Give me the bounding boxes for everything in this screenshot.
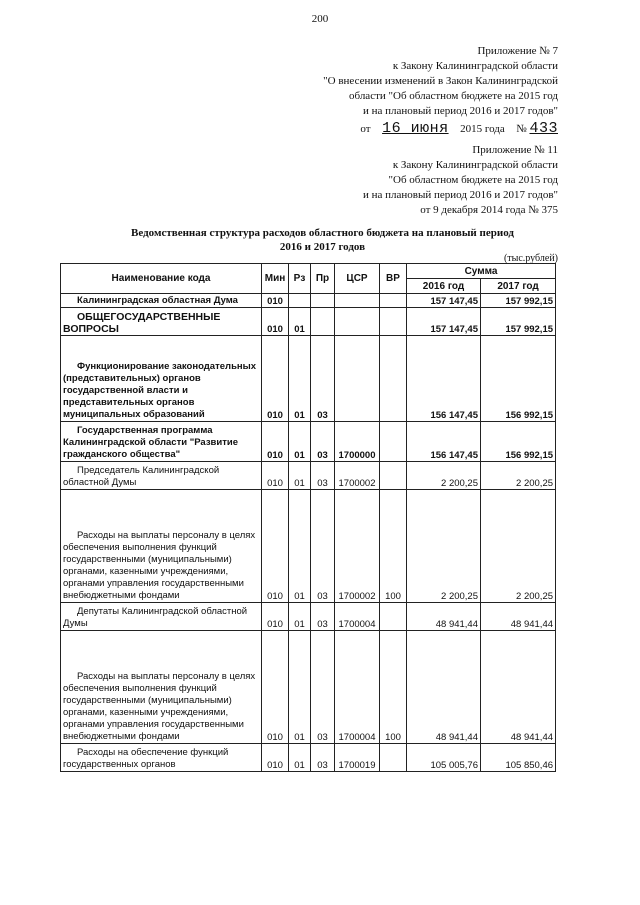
header-sum: Сумма: [407, 264, 556, 279]
row-vr: [380, 294, 407, 308]
row-name: Расходы на выплаты персоналу в целях обеспечения выполнения функций государственными (муниципальными) органами, казенными учреждениями, органами управления государственными внебюджетными фондами: [61, 631, 262, 744]
row-name: Калининградская областная Дума: [61, 294, 262, 308]
header-min: Мин: [262, 264, 289, 294]
appendix-7-header: [218, 44, 558, 119]
row-name: Функционирование законодательных (представительных) органов государственной власти и представительных органов муниципальных образований: [61, 336, 262, 422]
appendix-11-header: [238, 143, 558, 218]
row-rz: 01: [289, 308, 311, 336]
appendix-7-line: и на плановый период 2016 и 2017 годов": [362, 105, 558, 117]
row-vr: [380, 336, 407, 422]
row-2017: 2 200,25: [481, 462, 556, 490]
row-rz: 01: [289, 603, 311, 631]
row-csr: [335, 294, 380, 308]
row-pr: 03: [311, 490, 335, 603]
date-year: 2015 года: [460, 123, 505, 135]
row-2016: 156 147,45: [407, 336, 481, 422]
row-2017: 157 992,15: [481, 294, 556, 308]
table-row: [61, 490, 556, 603]
row-csr: 1700002: [335, 462, 380, 490]
row-name: Расходы на обеспечение функций государственных органов: [61, 744, 262, 772]
table-row: [61, 603, 556, 631]
header-2016: 2016 год: [407, 279, 481, 294]
row-2016: 156 147,45: [407, 422, 481, 462]
row-2016: 48 941,44: [407, 603, 481, 631]
row-2017: 2 200,25: [481, 490, 556, 603]
unit-label: (тыс.рублей): [503, 253, 558, 264]
appendix-7-line: Приложение № 7: [477, 45, 558, 57]
row-2017: 105 850,46: [481, 744, 556, 772]
title-line: Ведомственная структура расходов областного бюджета на плановый период: [131, 227, 514, 239]
row-2017: 48 941,44: [481, 603, 556, 631]
row-name: Расходы на выплаты персоналу в целях обеспечения выполнения функций государственными (муниципальными) органами, казенными учреждениями, органами управления государственными внебюджетными фондами: [61, 490, 262, 603]
appendix-11-line: Приложение № 11: [472, 144, 558, 156]
law-number: 433: [529, 120, 558, 137]
row-name: ОБЩЕГОСУДАРСТВЕННЫЕ ВОПРОСЫ: [61, 308, 262, 336]
row-csr: [335, 336, 380, 422]
appendix-7-line: области "Об областном бюджете на 2015 год: [349, 90, 558, 102]
table-row: [61, 336, 556, 422]
row-min: 010: [262, 294, 289, 308]
appendix-7-line: к Закону Калининградской области: [392, 60, 558, 72]
header-rz: Рз: [289, 264, 311, 294]
row-pr: 03: [311, 462, 335, 490]
row-min: 010: [262, 490, 289, 603]
row-vr: 100: [380, 631, 407, 744]
row-csr: 1700004: [335, 631, 380, 744]
number-prefix: №: [516, 123, 527, 135]
table-row: [61, 294, 556, 308]
row-pr: 03: [311, 631, 335, 744]
page-number: 200: [311, 13, 329, 25]
row-pr: 03: [311, 744, 335, 772]
title-line: 2016 и 2017 годов: [279, 241, 366, 253]
header-2017: 2017 год: [481, 279, 556, 294]
row-2016: 157 147,45: [407, 308, 481, 336]
row-rz: 01: [289, 631, 311, 744]
row-rz: [289, 294, 311, 308]
row-rz: 01: [289, 422, 311, 462]
row-2016: 2 200,25: [407, 462, 481, 490]
row-vr: [380, 744, 407, 772]
row-2016: 2 200,25: [407, 490, 481, 603]
row-2016: 48 941,44: [407, 631, 481, 744]
row-min: 010: [262, 631, 289, 744]
table-row: [61, 422, 556, 462]
row-rz: 01: [289, 336, 311, 422]
row-pr: [311, 294, 335, 308]
row-2017: 156 992,15: [481, 422, 556, 462]
row-vr: [380, 422, 407, 462]
row-min: 010: [262, 308, 289, 336]
row-min: 010: [262, 744, 289, 772]
header-csr: ЦСР: [335, 264, 380, 294]
row-2017: 157 992,15: [481, 308, 556, 336]
row-csr: 1700004: [335, 603, 380, 631]
table-row: [61, 631, 556, 744]
row-pr: 03: [311, 603, 335, 631]
row-vr: 100: [380, 490, 407, 603]
appendix-7-line: "О внесении изменений в Закон Калининградской: [323, 75, 558, 87]
row-name: Депутаты Калининградской областной Думы: [61, 603, 262, 631]
row-name: Председатель Калининградской областной Думы: [61, 462, 262, 490]
document-title: [100, 226, 545, 254]
appendix-11-line: "Об областном бюджете на 2015 год: [388, 174, 558, 186]
row-csr: 1700000: [335, 422, 380, 462]
row-min: 010: [262, 422, 289, 462]
row-csr: 1700002: [335, 490, 380, 603]
table-row: [61, 744, 556, 772]
row-vr: [380, 603, 407, 631]
header-vr: ВР: [380, 264, 407, 294]
row-csr: 1700019: [335, 744, 380, 772]
row-pr: [311, 308, 335, 336]
row-2016: 105 005,76: [407, 744, 481, 772]
row-min: 010: [262, 603, 289, 631]
date-day-month: 16 июня: [382, 120, 449, 137]
row-vr: [380, 462, 407, 490]
row-2017: 156 992,15: [481, 336, 556, 422]
row-2016: 157 147,45: [407, 294, 481, 308]
row-2017: 48 941,44: [481, 631, 556, 744]
header-name: Наименование кода: [61, 264, 262, 294]
row-name: Государственная программа Калининградской области "Развитие гражданского общества": [61, 422, 262, 462]
row-rz: 01: [289, 490, 311, 603]
appendix-11-line: и на плановый период 2016 и 2017 годов": [362, 189, 558, 201]
row-vr: [380, 308, 407, 336]
appendix-7-date-line: [360, 120, 558, 137]
table-row: [61, 308, 556, 336]
row-rz: 01: [289, 744, 311, 772]
row-pr: 03: [311, 422, 335, 462]
row-min: 010: [262, 336, 289, 422]
date-prefix: от: [360, 123, 371, 135]
budget-table: [60, 263, 556, 772]
row-min: 010: [262, 462, 289, 490]
appendix-11-line: к Закону Калининградской области: [392, 159, 558, 171]
header-pr: Пр: [311, 264, 335, 294]
row-rz: 01: [289, 462, 311, 490]
row-csr: [335, 308, 380, 336]
table-row: [61, 462, 556, 490]
row-pr: 03: [311, 336, 335, 422]
appendix-11-line: от 9 декабря 2014 года № 375: [420, 204, 558, 216]
